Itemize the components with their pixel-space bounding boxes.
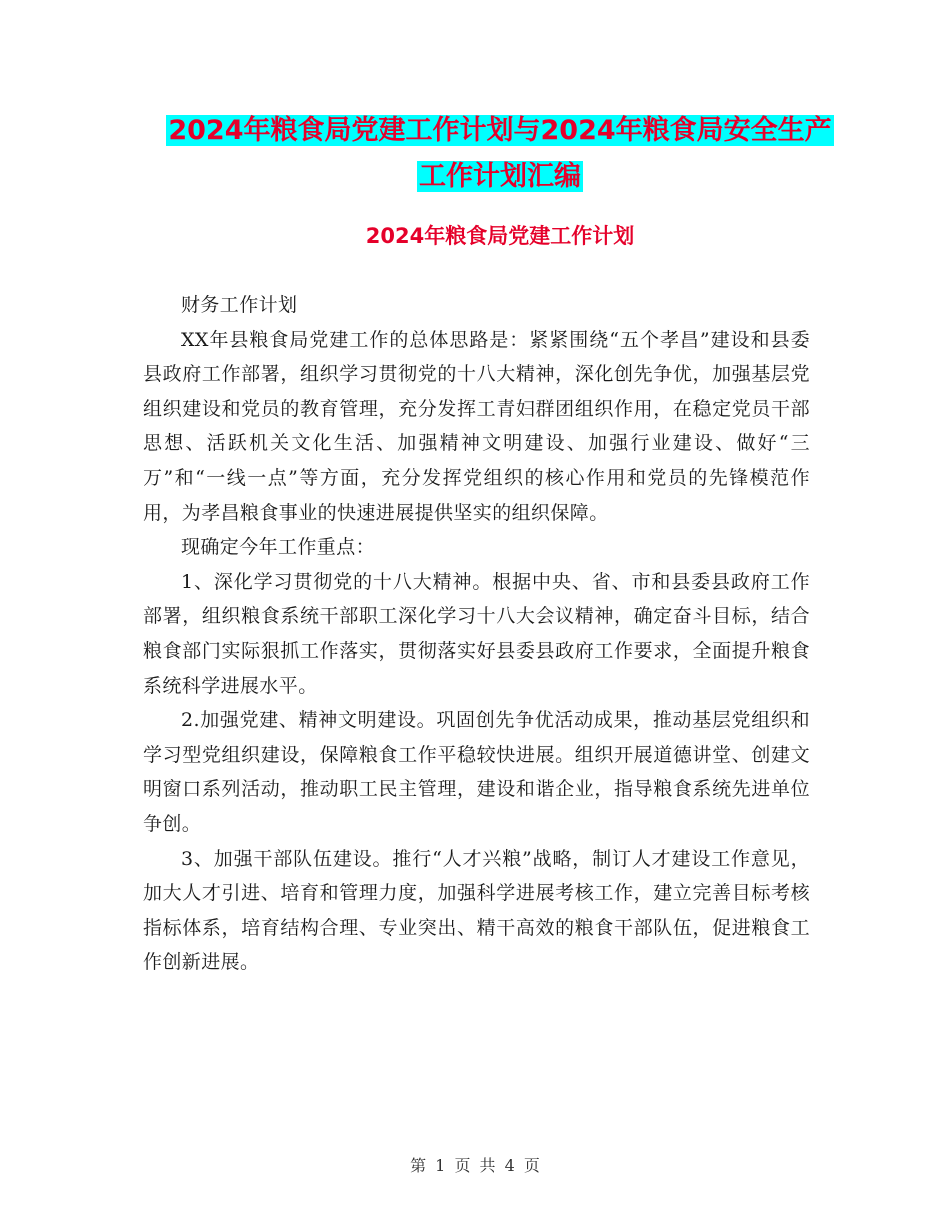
paragraph: 1、深化学习贯彻党的十八大精神。根据中央、省、市和县委县政府工作部署，组织粮食系统干部职工深化学习十八大会议精神，确定奋斗目标，结合粮食部门实际狠抓工作落实，贯彻落实好县委县政府工作要求，全面提升粮食系统科学进展水平。 (143, 570, 810, 697)
document-title (120, 108, 880, 200)
document-title-line1: 2024年粮食局党建工作计划与2024年粮食局安全生产 (168, 115, 832, 146)
section-heading: 2024年粮食局党建工作计划 (365, 224, 635, 248)
document-body (143, 288, 810, 980)
paragraph: 现确定今年工作重点： (181, 536, 376, 559)
document-title-line2: 工作计划汇编 (419, 161, 581, 192)
paragraph: 2.加强党建、精神文明建设。巩固创先争优活动成果，推动基层党组织和学习型党组织建设，保障粮食工作平稳较快进展。组织开展道德讲堂、创建文明窗口系列活动，推动职工民主管理，建设和谐企业，指导粮食系统先进单位争创。 (143, 709, 810, 835)
paragraph: XX年县粮食局党建工作的总体思路是：紧紧围绕“五个孝昌”建设和县委县政府工作部署，组织学习贯彻党的十八大精神，深化创先争优，加强基层党组织建设和党员的教育管理，充分发挥工青妇群团组织作用，在稳定党员干部思想、活跃机关文化生活、加强精神文明建设、加强行业建设、做好“三万”和“一线一点”等方面，充分发挥党组织的核心作用和党员的先锋模范作用，为孝昌粮食事业的快速进展提供坚实的组织保障。 (143, 328, 810, 524)
page-footer: 第 1 页 共 4 页 (410, 1156, 540, 1175)
paragraph: 3、加强干部队伍建设。推行“人才兴粮”战略，制订人才建设工作意见，加大人才引进、培育和管理力度，加强科学进展考核工作，建立完善目标考核指标体系，培育结构合理、专业突出、精干高效的粮食干部队伍，促进粮食工作创新进展。 (143, 847, 810, 974)
paragraph: 财务工作计划 (181, 294, 298, 316)
